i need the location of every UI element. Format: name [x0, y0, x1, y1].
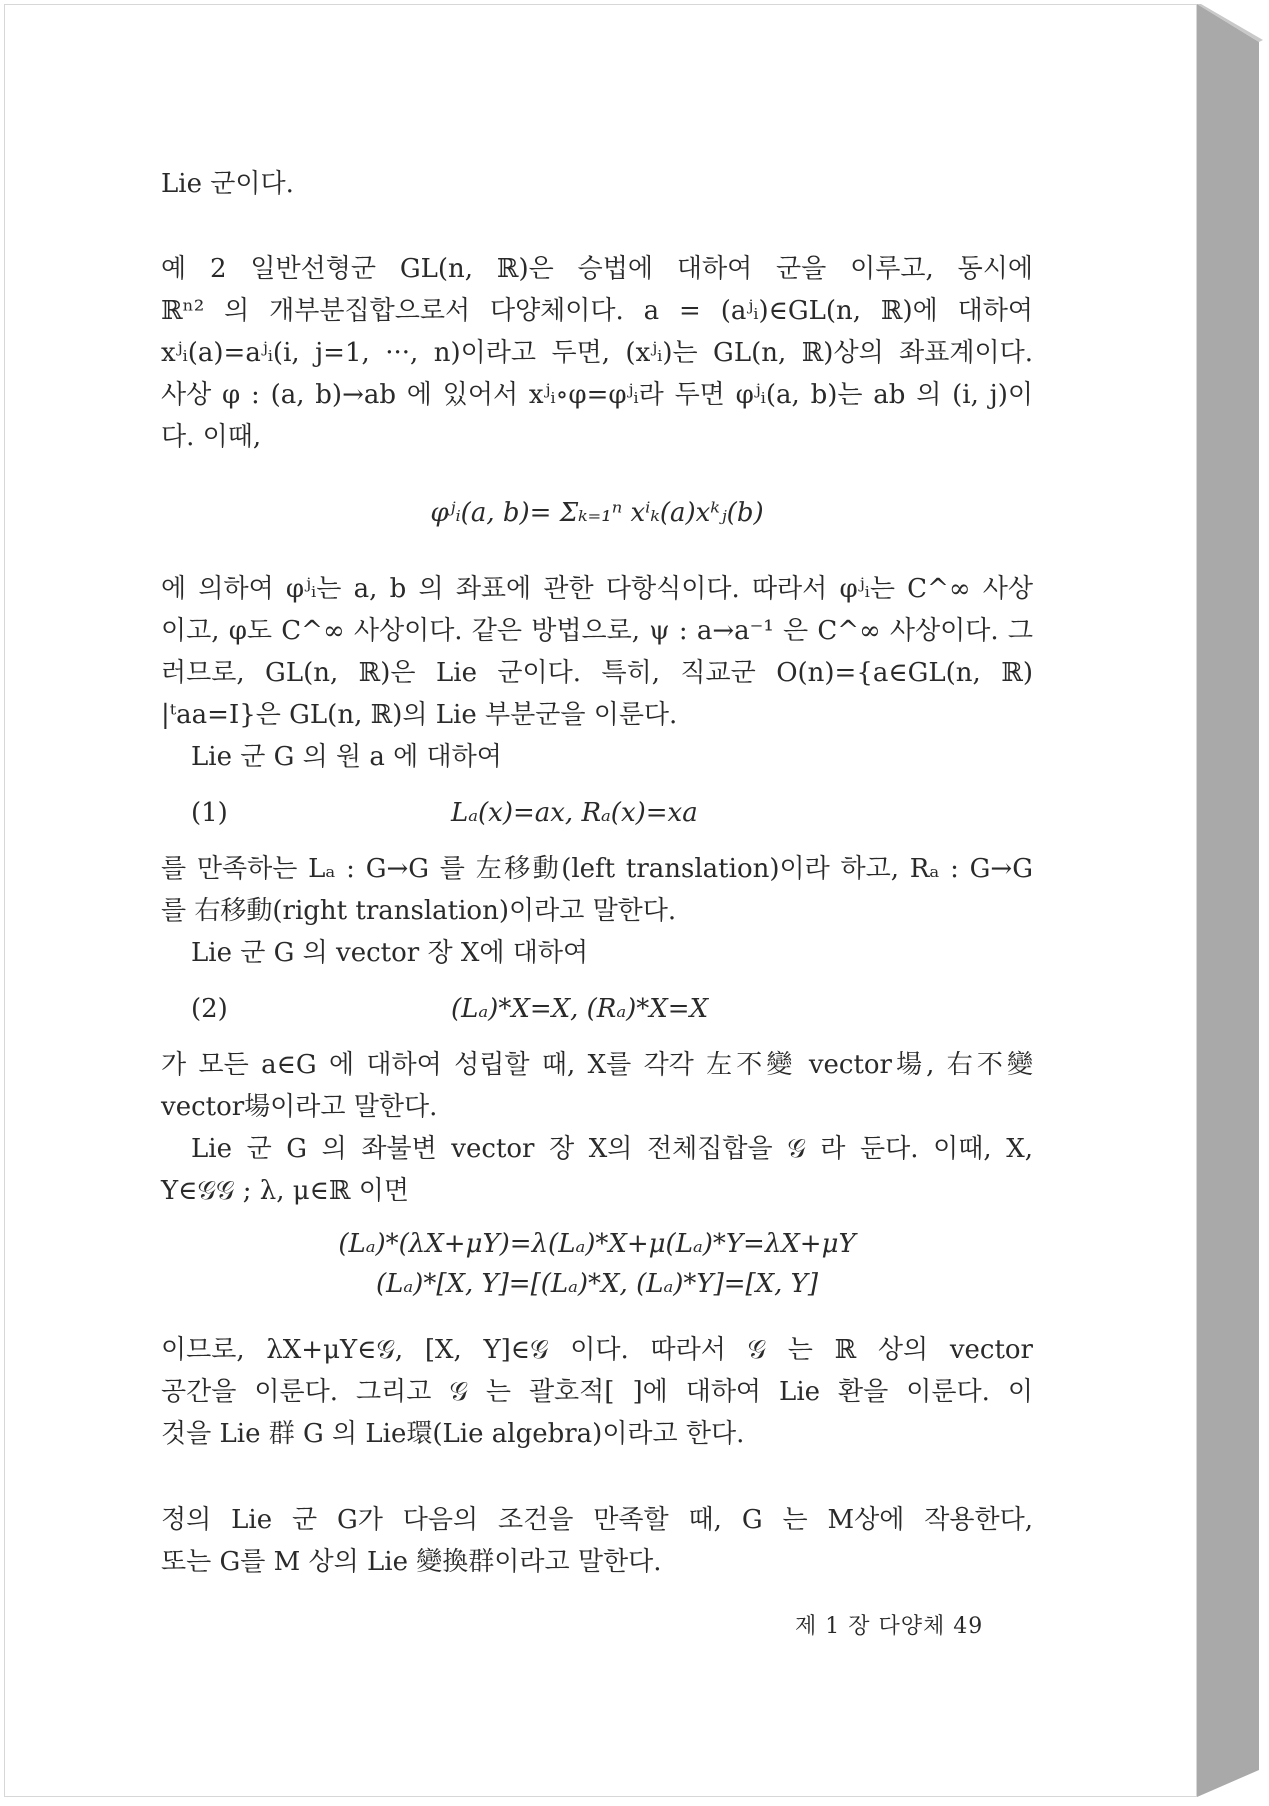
- text-line: 것을 Lie 群 G 의 Lie環(Lie algebra)이라고 한다.: [161, 1419, 745, 1449]
- text-line: 를 만족하는 Lₐ : G→G 를 左移動(left translation)이라 하고, Rₐ : G→G: [161, 854, 1033, 884]
- text-line: vector場이라고 말한다.: [161, 1092, 438, 1122]
- text-line: 를 右移動(right translation)이라고 말한다.: [161, 896, 677, 926]
- text-line: 또는 G를 M 상의 Lie 變換群이라고 말한다.: [161, 1547, 662, 1577]
- text-line: ℝⁿ² 의 개부분집합으로서 다양체이다. a = (aʲᵢ)∈GL(n, ℝ)에 대하여: [161, 296, 1033, 326]
- page-footer: 제 1 장 다양체 49: [795, 1614, 984, 1639]
- display-equation: (Lₐ)*(λX+μY)=λ(Lₐ)*X+μ(Lₐ)*Y=λX+μY: [338, 1229, 856, 1259]
- equation-number: (2): [191, 994, 228, 1024]
- text-line: Lie 군 G 의 vector 장 X에 대하여: [191, 938, 589, 968]
- text-line: Lie 군 G 의 원 a 에 대하여: [191, 742, 502, 772]
- text-line: 이고, φ도 C^∞ 사상이다. 같은 방법으로, ψ : a→a⁻¹ 은 C^∞ 사상이다. 그: [161, 616, 1033, 646]
- text-line: |ᵗaa=I}은 GL(n, ℝ)의 Lie 부분군을 이룬다.: [161, 700, 678, 730]
- page-thickness-edge: [1197, 0, 1269, 1806]
- text-line: 다. 이때,: [161, 422, 262, 452]
- text-line: Y∈𝒢𝒢 ; λ, μ∈ℝ 이면: [161, 1176, 409, 1206]
- display-equation: φʲᵢ(a, b)= Σₖ₌₁ⁿ xⁱₖ(a)xᵏⱼ(b): [430, 498, 764, 528]
- text-line: 공간을 이룬다. 그리고 𝒢 는 괄호적[ ]에 대하여 Lie 환을 이룬다. 이: [161, 1377, 1033, 1407]
- text-line: xʲᵢ(a)=aʲᵢ(i, j=1, ···, n)이라고 두면, (xʲᵢ)는 GL(n, ℝ)상의 좌표계이다.: [161, 338, 1033, 368]
- text-line: 가 모든 a∈G 에 대하여 성립할 때, X를 각각 左不變 vector場, 右不變: [161, 1050, 1033, 1080]
- text-line: 예 2 일반선형군 GL(n, ℝ)은 승법에 대하여 군을 이루고, 동시에: [161, 254, 1033, 284]
- text-line: 이므로, λX+μY∈𝒢, [X, Y]∈𝒢 이다. 따라서 𝒢 는 ℝ 상의 vector: [161, 1335, 1033, 1365]
- equation-number: (1): [191, 798, 228, 828]
- page-sheet: [4, 4, 1197, 1797]
- text-line: 사상 φ : (a, b)→ab 에 있어서 xʲᵢ∘φ=φʲᵢ라 두면 φʲᵢ(a, b)는 ab 의 (i, j)이: [161, 380, 1033, 410]
- text-line: 러므로, GL(n, ℝ)은 Lie 군이다. 특히, 직교군 O(n)={a∈GL(n, ℝ): [161, 658, 1033, 688]
- display-equation: (Lₐ)*X=X, (Rₐ)*X=X: [451, 994, 709, 1024]
- text-line: Lie 군 G 의 좌불변 vector 장 X의 전체집합을 𝒢 라 둔다. 이때, X,: [191, 1134, 1033, 1164]
- text-line: 에 의하여 φʲᵢ는 a, b 의 좌표에 관한 다항식이다. 따라서 φʲᵢ는 C^∞ 사상: [161, 574, 1033, 604]
- definition-line: 정의 Lie 군 G가 다음의 조건을 만족할 때, G 는 M상에 작용한다,: [161, 1505, 1033, 1535]
- text-line: Lie 군이다.: [161, 169, 294, 199]
- display-equation: (Lₐ)*[X, Y]=[(Lₐ)*X, (Lₐ)*Y]=[X, Y]: [376, 1269, 818, 1299]
- display-equation: Lₐ(x)=ax, Rₐ(x)=xa: [451, 798, 698, 828]
